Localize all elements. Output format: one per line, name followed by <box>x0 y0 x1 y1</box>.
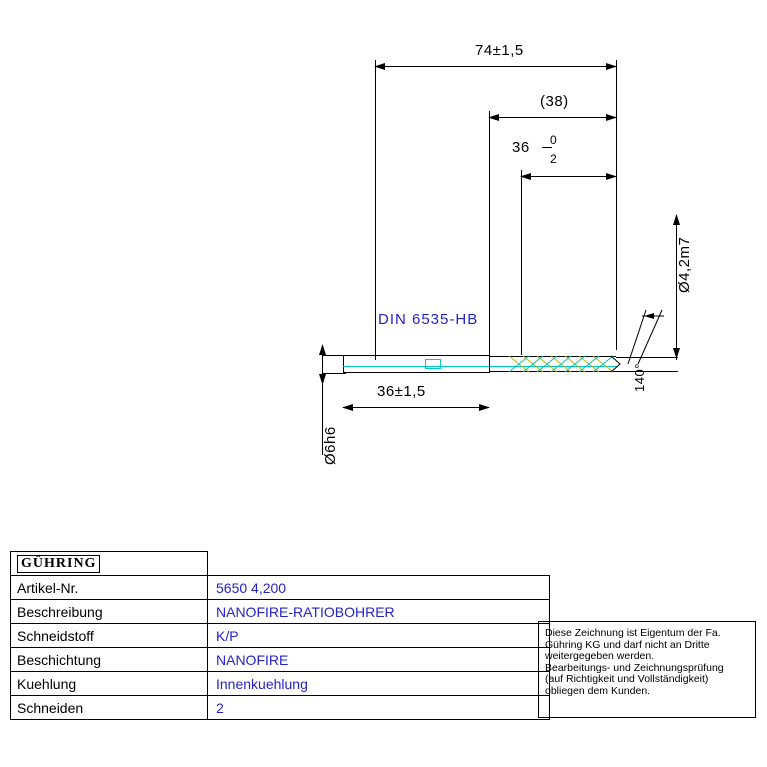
arrow-36-right <box>600 170 620 183</box>
shank-flat-detail <box>425 359 441 369</box>
logo-cell <box>11 552 208 576</box>
notice-line-6: obliegen dem Kunden. <box>545 684 651 697</box>
angle-leader-140 <box>618 308 666 368</box>
row-label-kuehlung: Kuehlung <box>11 672 208 696</box>
row-label-schneiden: Schneiden <box>11 696 208 720</box>
ext-line-shank-dia-bottom <box>322 373 346 374</box>
gühring-logo: GÜHRING <box>17 555 100 573</box>
dimension-cut-diameter: Ø4,2m7 <box>676 236 693 293</box>
arrow-38-left <box>485 111 505 124</box>
notice-line-2: Gühring KG und darf nicht an Dritte <box>545 638 710 651</box>
table-row <box>11 648 550 672</box>
row-value-schneidstoff: K/P <box>208 624 550 648</box>
arrow-36-left <box>517 170 537 183</box>
ext-line-shank-dia-top <box>322 355 346 356</box>
dimension-point-angle: 140° <box>632 363 647 392</box>
copyright-notice <box>538 621 756 718</box>
row-value-artikel: 5650 4,200 <box>208 576 550 600</box>
flute-helix-lines <box>489 354 619 374</box>
row-value-beschreibung: NANOFIRE-RATIOBOHRER <box>208 600 550 624</box>
arrow-cut-dia-bottom <box>670 340 683 362</box>
dimension-shank-diameter: Ø6h6 <box>322 426 339 465</box>
dimension-38-bracket: (38) <box>540 93 569 110</box>
ext-line-left-shank-end <box>375 60 376 360</box>
row-label-beschichtung: Beschichtung <box>11 648 208 672</box>
dim-line-overall <box>375 66 616 67</box>
arrow-shank-dia-bottom <box>316 368 329 388</box>
dimension-flute-tol-upper: 0 <box>550 133 558 147</box>
dimension-overall-length: 74±1,5 <box>475 42 524 59</box>
tolerance-underline <box>542 147 552 148</box>
row-value-beschichtung: NANOFIRE <box>208 648 550 672</box>
table-row <box>11 696 550 720</box>
table-row <box>11 672 550 696</box>
arrow-shank-left <box>339 401 359 414</box>
ext-line-cut-dia-bottom <box>616 371 678 372</box>
dimension-shank-length: 36±1,5 <box>377 383 426 400</box>
table-row <box>11 600 550 624</box>
logo-cell-spacer <box>208 552 550 576</box>
arrow-shank-dia-top <box>316 341 329 361</box>
dimension-flute-length: 36 <box>512 139 530 156</box>
table-row-logo <box>11 552 550 576</box>
arrow-overall-right <box>600 60 620 73</box>
din-standard-label: DIN 6535-HB <box>378 311 479 328</box>
ext-line-36 <box>521 170 522 355</box>
dimension-flute-tol-lower: 2 <box>550 152 558 166</box>
arrow-overall-left <box>371 60 391 73</box>
ext-line-flute-start <box>489 111 490 356</box>
arrow-38-right <box>600 111 620 124</box>
notice-line-1: Diese Zeichnung ist Eigentum der Fa. <box>545 627 721 639</box>
info-table <box>10 551 550 720</box>
row-value-schneiden: 2 <box>208 696 550 720</box>
notice-line-5: (auf Richtigkeit und Vollständigkeit) <box>545 673 709 685</box>
table-row <box>11 576 550 600</box>
arrow-shank-right <box>473 401 493 414</box>
row-label-beschreibung: Beschreibung <box>11 600 208 624</box>
dim-line-shank <box>343 407 489 408</box>
tool-shank <box>343 355 489 373</box>
ext-line-tip <box>616 60 617 350</box>
notice-line-4: Bearbeitungs- und Zeichnungsprüfung <box>545 661 724 674</box>
arrow-cut-dia-top <box>670 211 683 231</box>
dim-line-38 <box>489 117 616 118</box>
tool-shank-end-face <box>343 355 344 373</box>
notice-line-3: weitergegeben werden. <box>545 650 655 662</box>
row-label-schneidstoff: Schneidstoff <box>11 624 208 648</box>
row-value-kuehlung: Innenkuehlung <box>208 672 550 696</box>
table-row <box>11 624 550 648</box>
row-label-artikel: Artikel-Nr. <box>11 576 208 600</box>
